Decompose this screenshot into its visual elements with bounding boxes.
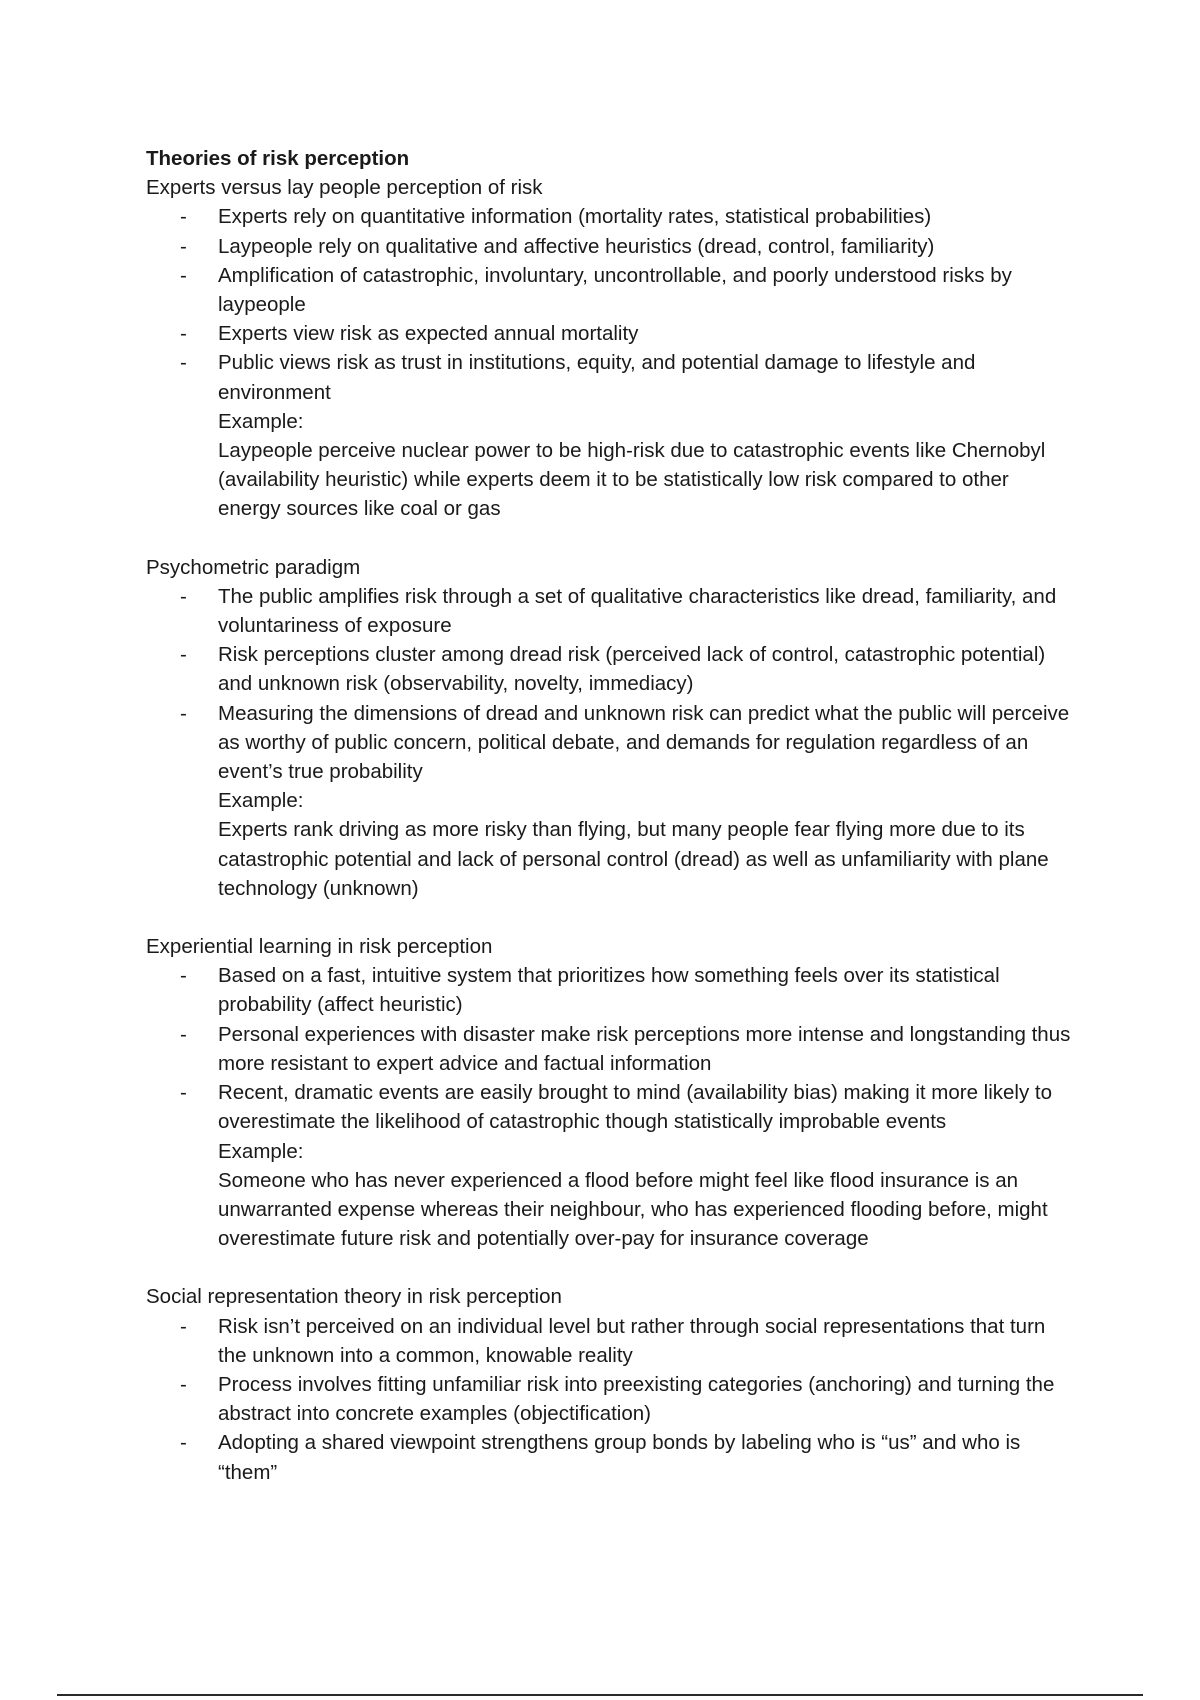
example-label: Example: <box>218 1139 304 1163</box>
bullet-list <box>146 961 1076 1136</box>
bullet-list <box>146 202 1076 406</box>
bullet-list <box>146 1312 1076 1487</box>
list-item-text: Amplification of catastrophic, involuntary, uncontrollable, and poorly understood risks by laypeople <box>218 263 1012 317</box>
list-item <box>146 348 1076 406</box>
section-heading: Social representation theory in risk perception <box>146 1285 562 1309</box>
section-heading: Experiential learning in risk perception <box>146 935 493 959</box>
list-item <box>146 319 1076 348</box>
bullet-marker: - <box>180 584 187 608</box>
list-item-text: Adopting a shared viewpoint strengthens group bonds by labeling who is “us” and who is “them” <box>218 1431 1021 1484</box>
bullet-list <box>146 582 1076 786</box>
list-item-text: Experts view risk as expected annual mortality <box>218 322 639 346</box>
list-item-text: Measuring the dimensions of dread and unknown risk can predict what the public will perceive as worthy of public concern, political debate, and demands for regulation regardless of an event’s true probability <box>218 701 1070 784</box>
list-item-text: Public views risk as trust in institutions, equity, and potential damage to lifestyle and environment <box>218 351 976 404</box>
section-psychometric-paradigm <box>146 553 1076 903</box>
list-item-text: Risk perceptions cluster among dread risk (perceived lack of control, catastrophic potential) and unknown risk (observability, novelty, immediacy) <box>218 643 1046 696</box>
section-experiential-learning <box>146 932 1076 1253</box>
list-item <box>146 582 1076 640</box>
list-item <box>146 1312 1076 1370</box>
section-heading: Experts versus lay people perception of risk <box>146 176 543 200</box>
bullet-marker: - <box>180 205 187 229</box>
bullet-marker: - <box>180 643 187 667</box>
bullet-marker: - <box>180 1314 187 1338</box>
bullet-marker: - <box>180 701 187 725</box>
example-label: Example: <box>218 409 304 433</box>
document-title: Theories of risk perception <box>146 147 410 170</box>
list-item-text: Process involves fitting unfamiliar risk into preexisting categories (anchoring) and turning the abstract into concrete examples (objectification) <box>218 1372 1055 1426</box>
bullet-marker: - <box>180 322 187 346</box>
list-item <box>146 232 1076 261</box>
list-item-text: Risk isn’t perceived on an individual level but rather through social representations that turn the unknown into a common, knowable reality <box>218 1314 1046 1367</box>
example-text: Experts rank driving as more risky than flying, but many people fear flying more due to its catastrophic potential and lack of personal control (dread) as well as unfamiliarity with plane technology (unknown) <box>218 818 1049 900</box>
list-item <box>146 1020 1076 1078</box>
section-social-representation <box>146 1282 1076 1486</box>
example-label: Example: <box>218 789 304 813</box>
list-item-text: Based on a fast, intuitive system that prioritizes how something feels over its statistical probability (affect heuristic) <box>218 964 1000 1017</box>
list-item <box>146 261 1076 319</box>
list-item <box>146 961 1076 1019</box>
list-item <box>146 1370 1076 1428</box>
list-item <box>146 640 1076 698</box>
list-item-text: Experts rely on quantitative information (mortality rates, statistical probabilities) <box>218 205 932 229</box>
list-item-text: The public amplifies risk through a set of qualitative characteristics like dread, familiarity, and voluntariness of exposure <box>218 584 1057 638</box>
bullet-marker: - <box>180 1081 187 1105</box>
bullet-marker: - <box>180 351 187 375</box>
list-item <box>146 1428 1076 1486</box>
document-page <box>146 144 1076 1516</box>
example-text: Someone who has never experienced a flood before might feel like flood insurance is an unwarranted expense whereas their neighbour, who has experienced flooding before, might overestimate future risk and potentially over-pay for insurance coverage <box>218 1168 1048 1251</box>
footer-divider <box>57 1694 1143 1696</box>
bullet-marker: - <box>180 263 187 287</box>
section-heading: Psychometric paradigm <box>146 555 361 579</box>
list-item-text: Recent, dramatic events are easily brought to mind (availability bias) making it more likely to overestimate the likelihood of catastrophic though statistically improbable events <box>218 1081 1053 1134</box>
bullet-marker: - <box>180 964 187 988</box>
list-item-text: Laypeople rely on qualitative and affective heuristics (dread, control, familiarity) <box>218 234 935 258</box>
bullet-marker: - <box>180 1372 187 1396</box>
bullet-marker: - <box>180 234 187 258</box>
list-item-text: Personal experiences with disaster make risk perceptions more intense and longstanding thus more resistant to expert advice and factual information <box>218 1022 1071 1075</box>
list-item <box>146 699 1076 787</box>
bullet-marker: - <box>180 1431 187 1455</box>
list-item <box>146 202 1076 231</box>
example-text: Laypeople perceive nuclear power to be high-risk due to catastrophic events like Chernobyl (availability heuristic) while experts deem it to be statistically low risk compared to other energy sources like coal or gas <box>218 439 1046 521</box>
list-item <box>146 1078 1076 1136</box>
section-experts-vs-lay <box>146 173 1076 523</box>
bullet-marker: - <box>180 1022 187 1046</box>
